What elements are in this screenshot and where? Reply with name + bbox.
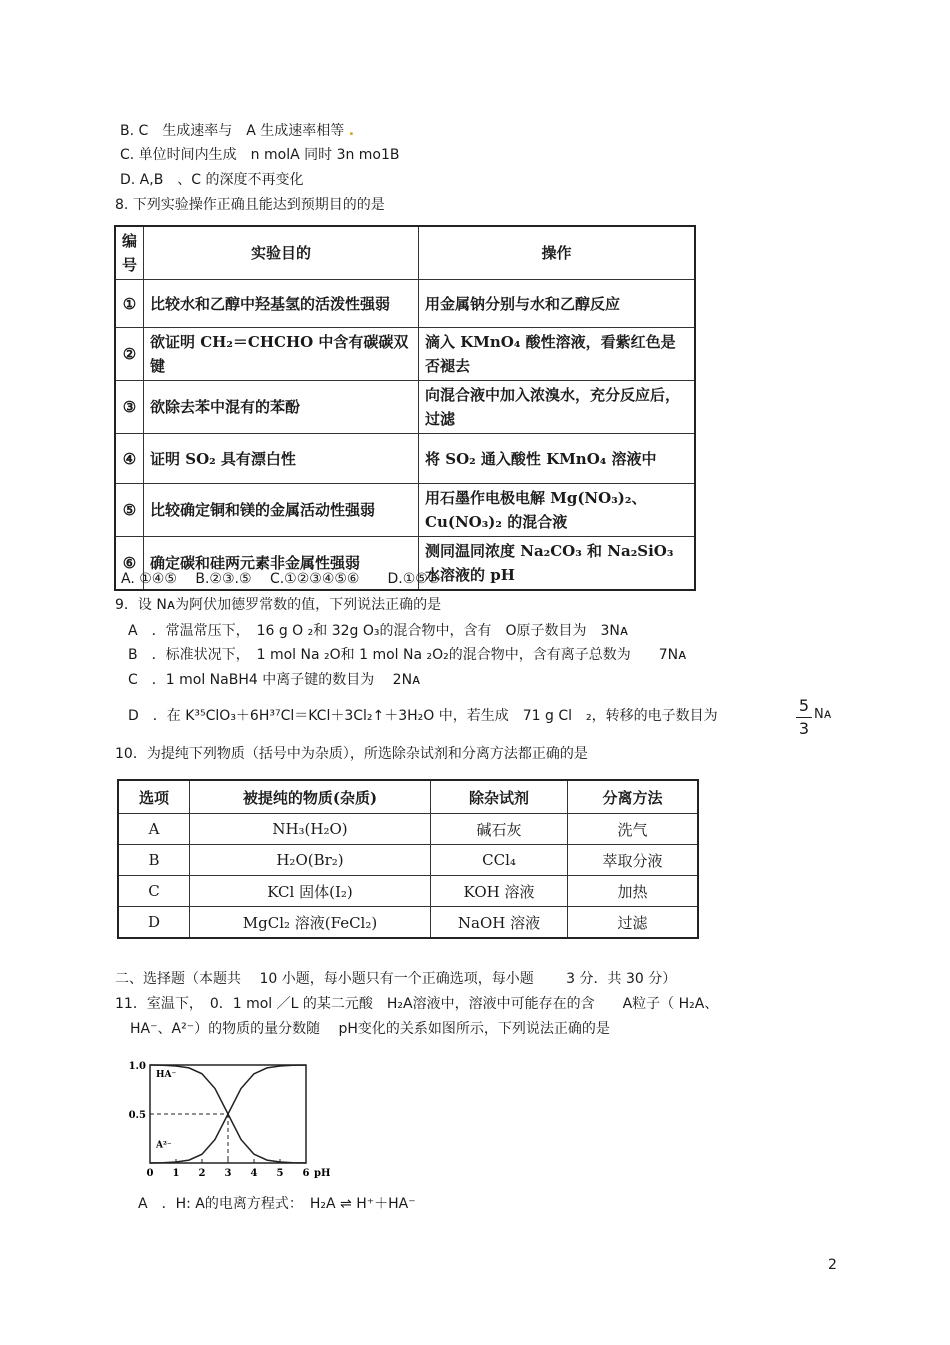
page-number: 2 <box>828 1257 837 1273</box>
table-row <box>115 484 695 537</box>
q10-header-method: 分离方法 <box>568 780 699 814</box>
y-tick-label: 1.0 <box>128 1061 146 1072</box>
q10-header-opt: 选项 <box>118 780 190 814</box>
q10-stem: 10．为提纯下列物质（括号中为杂质），所选除杂试剂和分离方法都正确的是 <box>115 746 588 762</box>
row-opt: A <box>118 814 190 845</box>
row-sub: NH₃(H₂O) <box>190 814 431 845</box>
x-tick-label: 3 <box>224 1168 232 1179</box>
row-opt: B <box>118 845 190 876</box>
q8-table-header <box>115 226 695 280</box>
q10-table <box>117 779 699 939</box>
row-num: ② <box>115 328 144 381</box>
section-2-heading: 二、选择题（本题共 10 小题，每小题只有一个正确选项，每小题 3 分．共 30 分） <box>115 971 677 987</box>
table-row <box>118 814 698 845</box>
row-reagent: KOH 溶液 <box>431 876 568 907</box>
q8-options: A. ①④⑤ B.②③.⑤ C.①②③④⑤⑥ D.①⑤⑥ <box>121 571 441 587</box>
x-tick-label: 1 <box>172 1168 180 1179</box>
fraction-denominator: 3 <box>798 719 810 738</box>
row-method: 洗气 <box>568 814 699 845</box>
q9-option-a: A ．常温常压下， 16 g O ₂和 32g O₃的混合物中，含有 O原子数目为 3Nᴀ <box>128 623 629 639</box>
row-num: ⑥ <box>115 537 144 591</box>
row-goal: 欲证明 CH₂＝CHCHO 中含有碳碳双键 <box>144 328 419 381</box>
row-goal: 比较水和乙醇中羟基氢的活泼性强弱 <box>144 280 419 328</box>
table-row <box>115 434 695 484</box>
x-tick-label: 5 <box>276 1168 284 1179</box>
q11-option-a: A ．H: A的电离方程式： H₂A ⇌ H⁺＋HA⁻ <box>138 1196 416 1212</box>
row-num: ③ <box>115 381 144 434</box>
row-sub: MgCl₂ 溶液(FeCl₂) <box>190 907 431 939</box>
series-label-2: A²⁻ <box>156 1140 172 1151</box>
table-row <box>118 907 698 939</box>
q7-option-b: B. C 生成速率与 A 生成速率相等 . <box>120 123 355 139</box>
fraction-bar <box>796 717 812 718</box>
q9-fraction <box>796 696 812 739</box>
row-goal: 确定碳和硅两元素非金属性强弱 <box>144 537 419 591</box>
row-num: ⑤ <box>115 484 144 537</box>
q11-stem-1: 11．室温下， 0．1 mol ／L 的某二元酸 H₂A溶液中，溶液中可能存在的含 A粒子（ H₂A、 <box>115 996 719 1012</box>
q10-header-reagent: 除杂试剂 <box>431 780 568 814</box>
table-row <box>118 876 698 907</box>
table-row <box>118 845 698 876</box>
q11-chart <box>118 1055 348 1180</box>
row-op: 用石墨作电极电解 Mg(NO₃)₂、Cu(NO₃)₂ 的混合液 <box>419 484 695 537</box>
row-reagent: 碱石灰 <box>431 814 568 845</box>
row-num: ① <box>115 280 144 328</box>
row-reagent: CCl₄ <box>431 845 568 876</box>
x-tick-label: 2 <box>198 1168 206 1179</box>
row-goal: 证明 SO₂ 具有漂白性 <box>144 434 419 484</box>
q10-header-sub: 被提纯的物质(杂质) <box>190 780 431 814</box>
fraction-numerator: 5 <box>798 696 810 715</box>
row-sub: H₂O(Br₂) <box>190 845 431 876</box>
row-method: 加热 <box>568 876 699 907</box>
row-op: 用金属钠分别与水和乙醇反应 <box>419 280 695 328</box>
row-op: 向混合液中加入浓溴水，充分反应后，过滤 <box>419 381 695 434</box>
q8-header-num: 编号 <box>115 226 144 280</box>
x-axis-label: pH <box>314 1168 331 1179</box>
row-opt: C <box>118 876 190 907</box>
q8-table <box>114 225 696 591</box>
table-row <box>115 280 695 328</box>
table-row <box>115 328 695 381</box>
y-tick-label: 0.5 <box>128 1110 146 1121</box>
series-label-1: HA⁻ <box>156 1069 177 1080</box>
row-goal: 欲除去苯中混有的苯酚 <box>144 381 419 434</box>
row-goal: 比较确定铜和镁的金属活动性强弱 <box>144 484 419 537</box>
q7-option-c: C. 单位时间内生成 n molA 同时 3n mo1B <box>120 147 400 163</box>
row-opt: D <box>118 907 190 939</box>
q11-stem-2: HA⁻、A²⁻）的物质的量分数随 pH变化的关系如图所示，下列说法正确的是 <box>130 1021 610 1037</box>
x-tick-label: 0 <box>146 1168 154 1179</box>
q9-na-label: Nᴀ <box>814 707 832 722</box>
chart-plot-area <box>129 1061 331 1179</box>
x-tick-label: 4 <box>250 1168 258 1179</box>
row-reagent: NaOH 溶液 <box>431 907 568 939</box>
q9-option-c: C ．1 mol NaBH4 中离子键的数目为 2Nᴀ <box>128 672 421 688</box>
q9-stem: 9．设 Nᴀ为阿伏加德罗常数的值，下列说法正确的是 <box>115 597 442 613</box>
q8-header-op: 操作 <box>419 226 695 280</box>
x-tick-label: 6 <box>302 1168 310 1179</box>
q10-table-header <box>118 780 698 814</box>
q8-header-goal: 实验目的 <box>144 226 419 280</box>
q8-stem: 8. 下列实验操作正确且能达到预期目的的是 <box>115 197 385 213</box>
q9-option-b: B ．标准状况下， 1 mol Na ₂O和 1 mol Na ₂O₂的混合物中，含有离子总数为 7Nᴀ <box>128 647 687 663</box>
table-row <box>115 381 695 434</box>
q9-option-d: D ．在 K³⁵ClO₃＋6H³⁷Cl＝KCl＋3Cl₂↑＋3H₂O 中，若生成 71 g Cl ₂，转移的电子数目为 <box>128 708 718 724</box>
q7-option-b-mark: . <box>348 123 355 139</box>
row-op: 测同温同浓度 Na₂CO₃ 和 Na₂SiO₃ 水溶液的 pH <box>419 537 695 591</box>
row-sub: KCl 固体(I₂) <box>190 876 431 907</box>
row-op: 将 SO₂ 通入酸性 KMnO₄ 溶液中 <box>419 434 695 484</box>
row-num: ④ <box>115 434 144 484</box>
row-op: 滴入 KMnO₄ 酸性溶液，看紫红色是否褪去 <box>419 328 695 381</box>
q7-option-d: D. A,B 、C 的深度不再变化 <box>120 172 304 188</box>
row-method: 萃取分液 <box>568 845 699 876</box>
row-method: 过滤 <box>568 907 699 939</box>
